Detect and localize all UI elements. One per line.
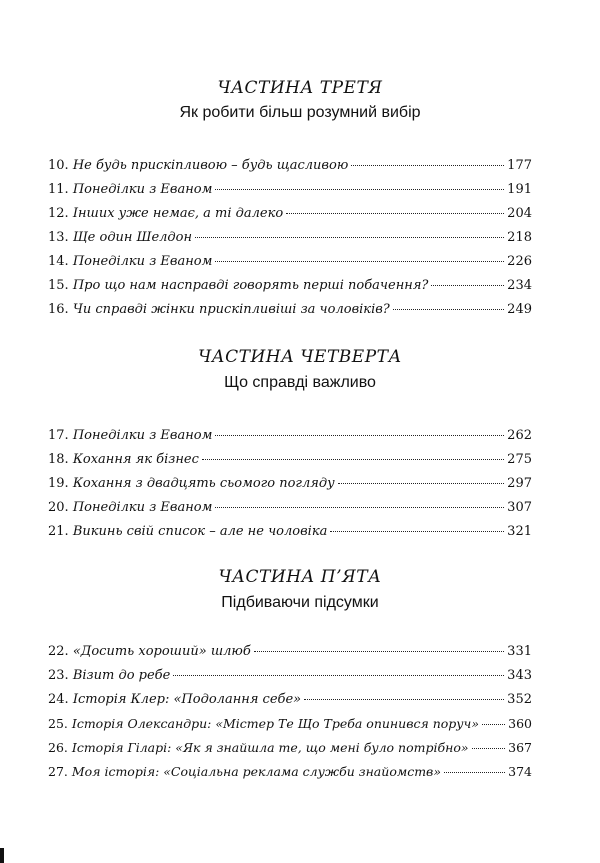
entry-number: 20. bbox=[48, 500, 69, 515]
entry-title: Інших уже немає, а ті далеко bbox=[72, 206, 284, 221]
dot-leader bbox=[215, 261, 504, 262]
part-heading: ЧАСТИНА ТРЕТЯ bbox=[217, 78, 383, 98]
toc-entry[interactable] bbox=[48, 230, 532, 248]
entry-page: 218 bbox=[507, 230, 532, 245]
entry-page: 249 bbox=[507, 302, 532, 317]
entry-number: 10. bbox=[48, 158, 69, 173]
part-subtitle: Що справді важливо bbox=[224, 374, 376, 391]
entry-number: 26. bbox=[48, 740, 68, 755]
entry-number: 13. bbox=[48, 230, 69, 245]
dot-leader bbox=[444, 772, 505, 773]
dot-leader bbox=[215, 189, 504, 190]
entry-title: Понеділки з Еваном bbox=[72, 182, 213, 197]
toc-entry[interactable] bbox=[48, 182, 532, 200]
dot-leader bbox=[215, 435, 504, 436]
entry-number: 19. bbox=[48, 476, 69, 491]
dot-leader bbox=[254, 651, 504, 652]
toc-entry[interactable] bbox=[48, 764, 532, 782]
entry-title: Кохання з двадцять сьомого погляду bbox=[72, 476, 335, 491]
entry-page: 191 bbox=[507, 182, 532, 197]
entry-title: Ще один Шелдон bbox=[72, 230, 193, 245]
entry-page: 262 bbox=[507, 428, 532, 443]
dot-leader bbox=[304, 699, 504, 700]
entry-number: 24. bbox=[48, 692, 69, 707]
entry-number: 11. bbox=[48, 182, 69, 197]
toc-entry[interactable] bbox=[48, 254, 532, 272]
toc-entry[interactable] bbox=[48, 428, 532, 446]
part-subtitle: Підбиваючи підсумки bbox=[221, 594, 379, 611]
entry-number: 18. bbox=[48, 452, 69, 467]
entry-page: 321 bbox=[507, 524, 532, 539]
toc-entry[interactable] bbox=[48, 524, 532, 542]
entry-page: 234 bbox=[507, 278, 532, 293]
entry-page: 177 bbox=[507, 158, 532, 173]
toc-entry[interactable] bbox=[48, 452, 532, 470]
entry-number: 22. bbox=[48, 644, 69, 659]
entry-page: 307 bbox=[507, 500, 532, 515]
page-edge-mark bbox=[0, 848, 4, 863]
dot-leader bbox=[431, 285, 504, 286]
toc-entry[interactable] bbox=[48, 500, 532, 518]
dot-leader bbox=[472, 748, 506, 749]
toc-entry[interactable] bbox=[48, 476, 532, 494]
dot-leader bbox=[330, 531, 504, 532]
dot-leader bbox=[173, 675, 504, 676]
part-heading: ЧАСТИНА ЧЕТВЕРТА bbox=[198, 347, 402, 367]
toc-entry[interactable] bbox=[48, 278, 532, 296]
entry-number: 14. bbox=[48, 254, 69, 269]
entry-title: Візит до ребе bbox=[72, 668, 171, 683]
entry-page: 343 bbox=[507, 668, 532, 683]
entry-title: Історія Клер: «Подолання себе» bbox=[72, 692, 302, 707]
entry-title: Кохання як бізнес bbox=[72, 452, 199, 467]
dot-leader bbox=[202, 459, 504, 460]
toc-entry[interactable] bbox=[48, 206, 532, 224]
dot-leader bbox=[195, 237, 504, 238]
entry-number: 15. bbox=[48, 278, 69, 293]
entry-page: 331 bbox=[507, 644, 532, 659]
toc-entry[interactable] bbox=[48, 668, 532, 686]
dot-leader bbox=[338, 483, 505, 484]
entry-title: Не будь прискіпливою – будь щасливою bbox=[72, 158, 349, 173]
entry-title: Історія Гіларі: «Як я знайшла те, що мені було потрібно» bbox=[71, 740, 469, 755]
dot-leader bbox=[215, 507, 504, 508]
entry-title: Понеділки з Еваном bbox=[72, 254, 213, 269]
entry-page: 374 bbox=[508, 764, 532, 779]
entry-number: 25. bbox=[48, 716, 68, 731]
part-subtitle: Як робити більш розумний вибір bbox=[179, 104, 421, 121]
entry-number: 27. bbox=[48, 764, 68, 779]
entry-title: Чи справді жінки прискіпливіші за чоловіків? bbox=[72, 302, 390, 317]
entry-title: «Досить хороший» шлюб bbox=[72, 644, 251, 659]
entry-page: 367 bbox=[508, 740, 532, 755]
dot-leader bbox=[393, 309, 504, 310]
toc-entry[interactable] bbox=[48, 644, 532, 662]
toc-entry[interactable] bbox=[48, 716, 532, 734]
entry-number: 16. bbox=[48, 302, 69, 317]
entry-page: 297 bbox=[507, 476, 532, 491]
entry-title: Викинь свій список – але не чоловіка bbox=[72, 524, 328, 539]
entry-number: 17. bbox=[48, 428, 69, 443]
dot-leader bbox=[351, 165, 504, 166]
toc-entry[interactable] bbox=[48, 692, 532, 710]
toc-entry[interactable] bbox=[48, 158, 532, 176]
entry-page: 226 bbox=[507, 254, 532, 269]
entry-title: Понеділки з Еваном bbox=[72, 500, 213, 515]
toc-entry[interactable] bbox=[48, 740, 532, 758]
part-heading: ЧАСТИНА П’ЯТА bbox=[218, 567, 382, 587]
entry-title: Історія Олександри: «Містер Те Що Треба опинився поруч» bbox=[71, 716, 479, 731]
entry-page: 204 bbox=[507, 206, 532, 221]
entry-page: 275 bbox=[507, 452, 532, 467]
entry-page: 352 bbox=[507, 692, 532, 707]
entry-title: Моя історія: «Соціальна реклама служби знайомств» bbox=[71, 764, 441, 779]
dot-leader bbox=[286, 213, 504, 214]
entry-title: Понеділки з Еваном bbox=[72, 428, 213, 443]
entry-number: 21. bbox=[48, 524, 69, 539]
toc-entry[interactable] bbox=[48, 302, 532, 320]
entry-title: Про що нам насправді говорять перші побачення? bbox=[72, 278, 429, 293]
entry-number: 23. bbox=[48, 668, 69, 683]
entry-page: 360 bbox=[508, 716, 532, 731]
dot-leader bbox=[482, 724, 505, 725]
entry-number: 12. bbox=[48, 206, 69, 221]
